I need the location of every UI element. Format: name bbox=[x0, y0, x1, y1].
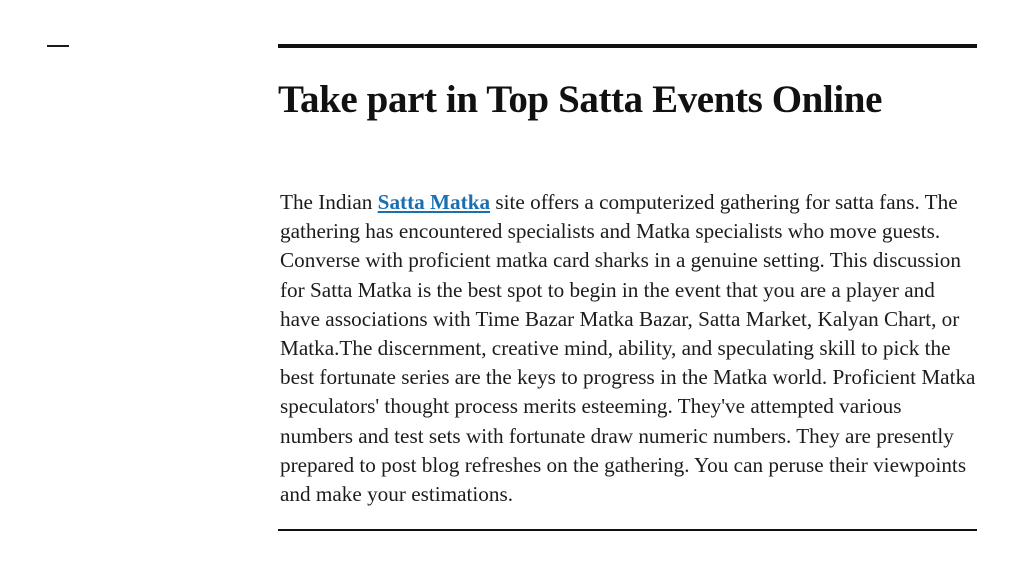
top-divider bbox=[278, 44, 977, 48]
body-intro: The Indian bbox=[280, 190, 378, 214]
slide-title: Take part in Top Satta Events Online bbox=[278, 78, 883, 121]
body-paragraph bbox=[280, 188, 976, 509]
bottom-divider bbox=[278, 529, 977, 531]
corner-dash-decoration bbox=[47, 45, 69, 47]
satta-matka-link[interactable]: Satta Matka bbox=[377, 190, 491, 214]
body-rest: site offers a computerized gathering for satta fans. The gathering has encountered specialists and Matka specialists who move guests. Converse with proficient matka card sharks in a genuine setting. This discussion for Satta Matka is the best spot to begin in the event that you are a player and have associations with Time Bazar Matka Bazar, Satta Market, Kalyan Chart, or Matka.The discernment, creative mind, ability, and speculating skill to pick the best fortunate series are the keys to progress in the Matka world. Proficient Matka speculators' thought process merits esteeming. They've attempted various numbers and test sets with fortunate draw numeric numbers. They are presently prepared to post blog refreshes on the gathering. You can peruse their viewpoints and make your estimations. bbox=[280, 190, 976, 507]
